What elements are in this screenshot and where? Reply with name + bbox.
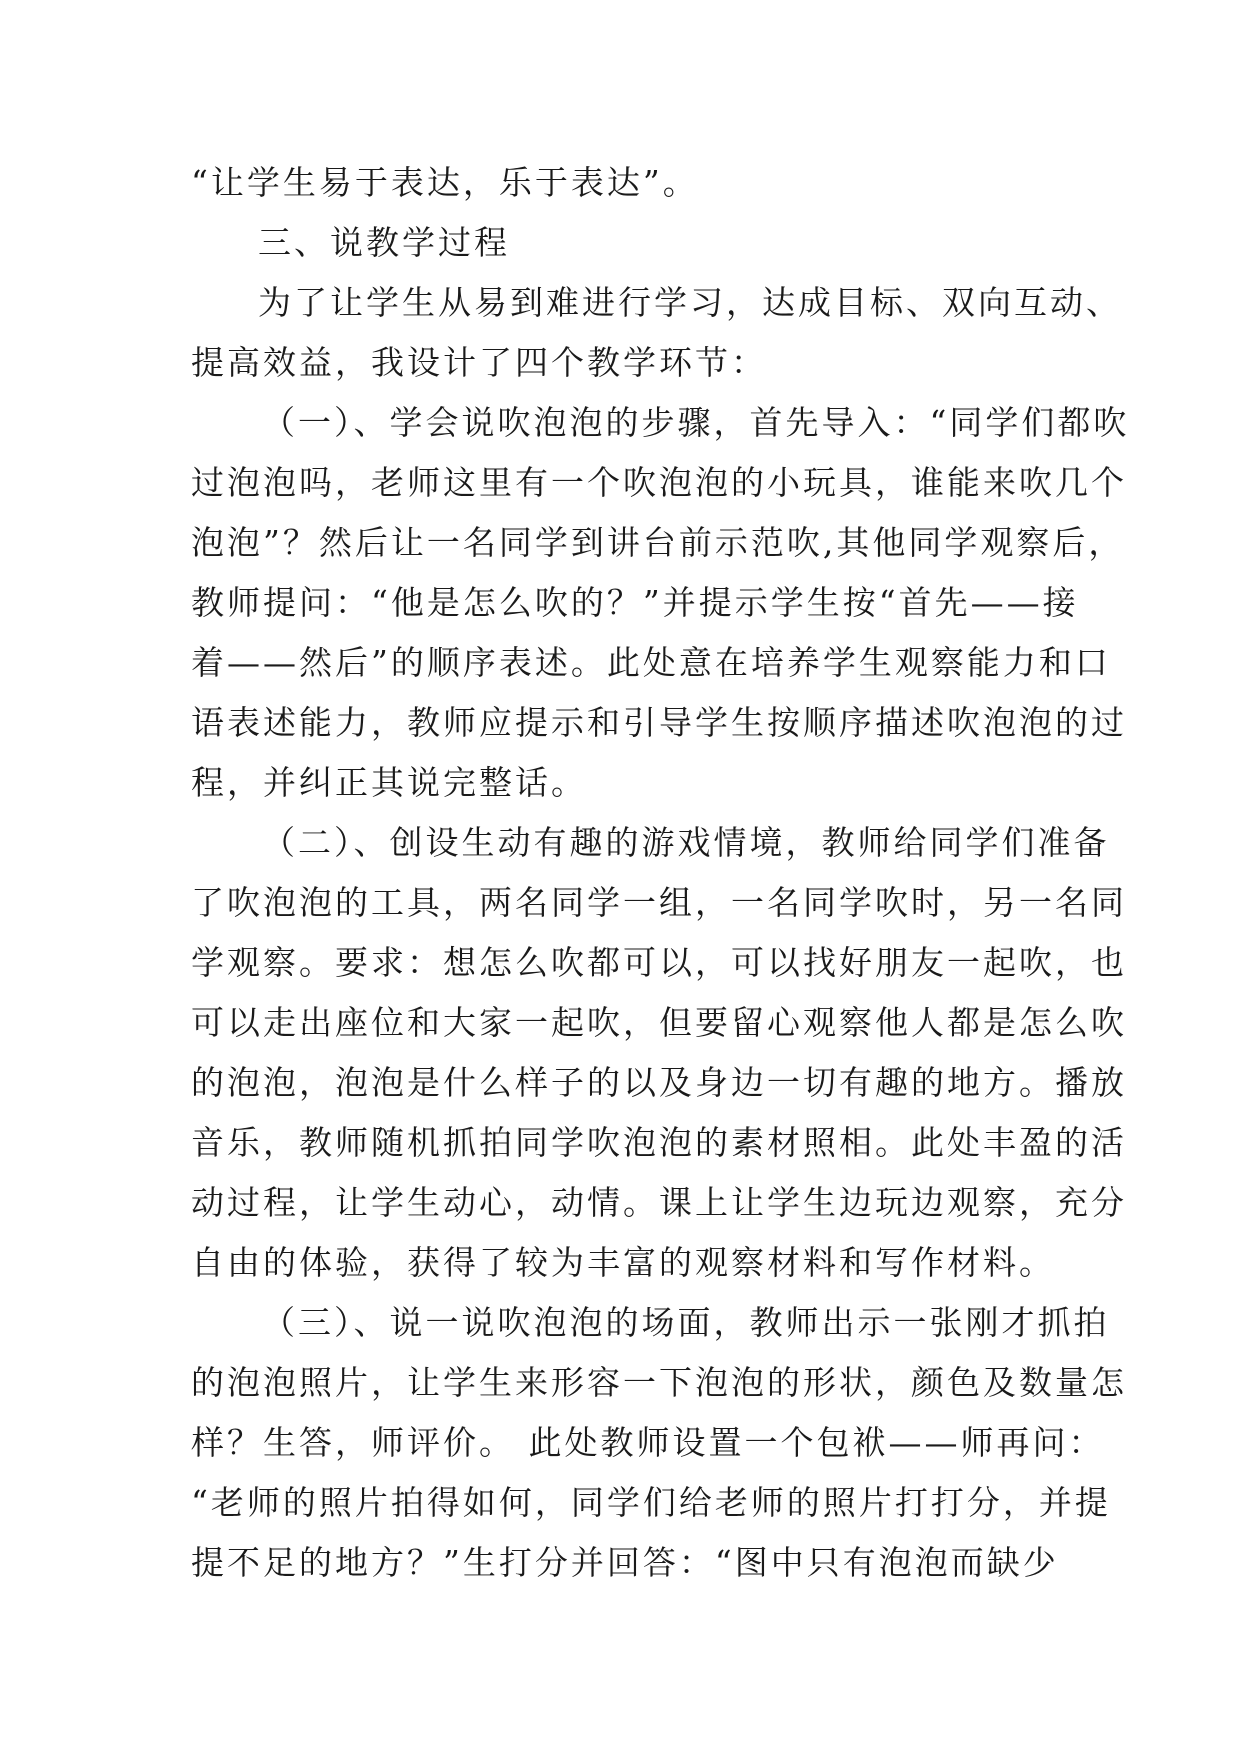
text-line: 提高效益，我设计了四个教学环节： <box>191 343 767 382</box>
text-line: 自由的体验，获得了较为丰富的观察材料和写作材料。 <box>191 1243 1055 1282</box>
text-line: 程，并纠正其说完整话。 <box>191 763 587 802</box>
text-line: 样？生答，师评价。 此处教师设置一个包袱——师再问： <box>191 1423 1105 1462</box>
text-line: 的泡泡，泡泡是什么样子的以及身边一切有趣的地方。播放 <box>191 1063 1127 1102</box>
text-line: 的泡泡照片，让学生来形容一下泡泡的形状，颜色及数量怎 <box>191 1363 1127 1402</box>
text-line: 过泡泡吗，老师这里有一个吹泡泡的小玩具，谁能来吹几个 <box>191 463 1127 502</box>
section-heading: 三、说教学过程 <box>258 223 510 262</box>
text-line: 提不足的地方？”生打分并回答：“图中只有泡泡而缺少 <box>191 1543 1059 1582</box>
text-line: 着——然后”的顺序表述。此处意在培养学生观察能力和口 <box>191 643 1111 682</box>
text-line: 学观察。要求：想怎么吹都可以，可以找好朋友一起吹，也 <box>191 943 1127 982</box>
text-line: 教师提问：“他是怎么吹的？”并提示学生按“首先——接 <box>191 583 1079 622</box>
text-line: 可以走出座位和大家一起吹，但要留心观察他人都是怎么吹 <box>191 1003 1127 1042</box>
text-line: （三）、说一说吹泡泡的场面，教师出示一张刚才抓拍 <box>262 1303 1110 1342</box>
text-line: 为了让学生从易到难进行学习，达成目标、双向互动、 <box>258 283 1122 322</box>
text-line: 泡泡”？然后让一名同学到讲台前示范吹,其他同学观察后， <box>191 523 1125 562</box>
text-line: “老师的照片拍得如何，同学们给老师的照片打打分，并提 <box>191 1483 1111 1522</box>
text-line: 动过程，让学生动心，动情。课上让学生边玩边观察，充分 <box>191 1183 1127 1222</box>
text-line: 了吹泡泡的工具，两名同学一组，一名同学吹时，另一名同 <box>191 883 1127 922</box>
text-line: （一）、学会说吹泡泡的步骤，首先导入：“同学们都吹 <box>262 403 1130 442</box>
text-line: （二）、创设生动有趣的游戏情境，教师给同学们准备 <box>262 823 1110 862</box>
text-line: 语表述能力，教师应提示和引导学生按顺序描述吹泡泡的过 <box>191 703 1127 742</box>
text-line: 音乐，教师随机抓拍同学吹泡泡的素材照相。此处丰盈的活 <box>191 1123 1127 1162</box>
text-line: “让学生易于表达，乐于表达”。 <box>191 163 699 202</box>
